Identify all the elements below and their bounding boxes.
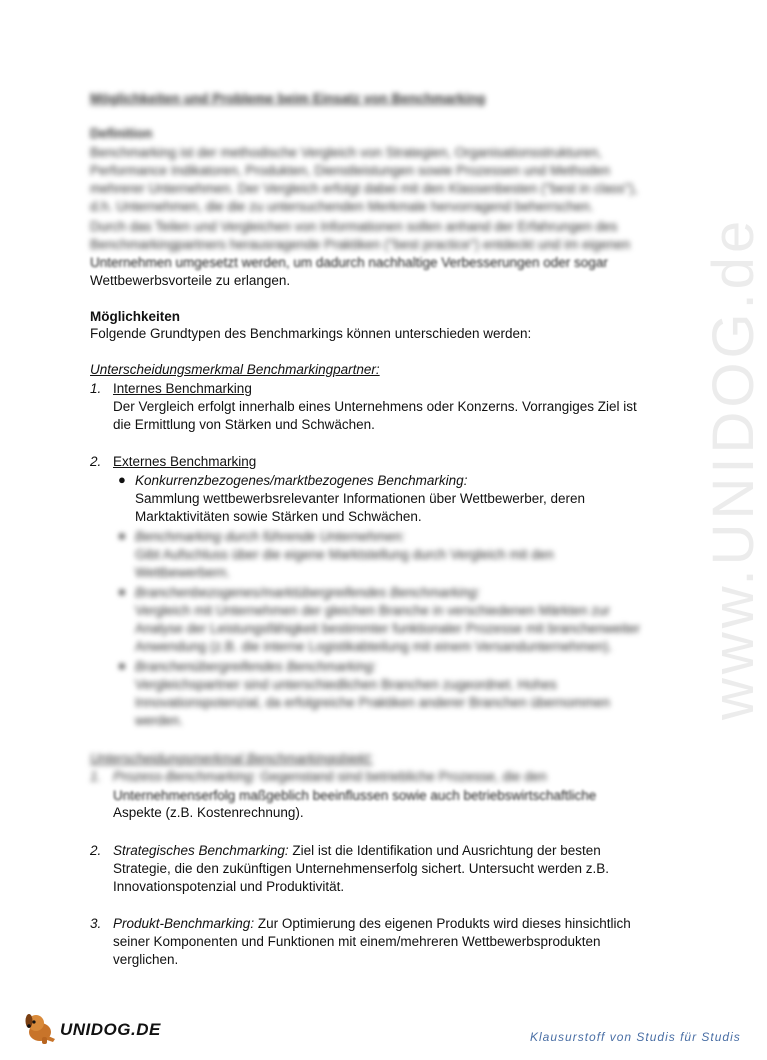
- definition-line: Benchmarkingpartners herausragende Praktiken ("best practice") entdeckt und im eigenen: [90, 237, 631, 252]
- strategic-benchmarking-line: [113, 842, 601, 860]
- bullet-icon: ●: [118, 528, 126, 543]
- external-benchmarking-title: Externes Benchmarking: [113, 454, 257, 469]
- dog-icon: [22, 1008, 62, 1048]
- list-number: 3.: [90, 916, 102, 931]
- internal-benchmarking-title: Internes Benchmarking: [113, 381, 252, 396]
- bullet-icon: ●: [118, 658, 126, 673]
- bullet-title: Branchenbezogenes/marktübergreifendes Benchmarking:: [135, 585, 481, 600]
- process-benchmarking-text: Aspekte (z.B. Kostenrechnung).: [113, 805, 304, 820]
- definition-heading: Definition: [90, 126, 153, 141]
- product-benchmarking-line: [113, 915, 631, 933]
- bullet-text: Innovationspotenzial, da erfolgreiche Praktiken anderer Branchen übernommen: [135, 695, 611, 710]
- bullet-icon: ●: [118, 584, 126, 599]
- document-title: Möglichkeiten und Probleme beim Einsatz von Benchmarking: [90, 91, 486, 106]
- bullet-text: werden.: [135, 713, 184, 728]
- definition-line: Durch das Teilen und Vergleichen von Informationen sollen anhand der Erfahrungen des: [90, 219, 618, 234]
- product-benchmarking-text: seiner Komponenten und Funktionen mit einem/mehreren Wettbewerbsprodukten: [113, 934, 601, 949]
- strategic-benchmarking-title: Strategisches Benchmarking:: [113, 843, 289, 858]
- partner-subheading: Unterscheidungsmerkmal Benchmarkingpartner:: [90, 362, 380, 377]
- bullet-text: Analyse der Leistungsfähigkeit bestimmter funktionaler Prozesse mit branchenweiter: [135, 621, 640, 636]
- moeglichkeiten-heading: Möglichkeiten: [90, 309, 181, 324]
- product-benchmarking-text: verglichen.: [113, 952, 179, 967]
- list-number: 2.: [90, 454, 102, 469]
- definition-line: mehrerer Unternehmen. Der Vergleich erfolgt dabei mit den Klassenbesten ("best in class"),: [90, 181, 638, 196]
- bullet-title: Konkurrenzbezogenes/marktbezogenes Benchmarking:: [135, 473, 468, 488]
- bullet-text: Vergleich mit Unternehmen der gleichen Branche in verschiedenen Märkten zur: [135, 603, 611, 618]
- bullet-text: Wettbewerbern.: [135, 565, 231, 580]
- strategic-benchmarking-text: Ziel ist die Identifikation und Ausrichtung der besten: [288, 843, 601, 858]
- unidog-logo: [22, 1008, 161, 1048]
- list-number: 1.: [90, 769, 102, 784]
- bullet-title: Branchenübergreifendes Benchmarking:: [135, 659, 377, 674]
- product-benchmarking-text: Zur Optimierung des eigenen Produkts wird dieses hinsichtlich: [254, 916, 631, 931]
- internal-benchmarking-text: die Ermittlung von Stärken und Schwächen.: [113, 417, 375, 432]
- process-benchmarking-text: Gegenstand sind betriebliche Prozesse, die den: [256, 769, 547, 784]
- bullet-text: Vergleichspartner sind unterschiedlichen Branchen zugeordnet. Hohes: [135, 677, 557, 692]
- bullet-text: Sammlung wettbewerbsrelevanter Informationen über Wettbewerber, deren: [135, 491, 585, 506]
- process-benchmarking-title: Prozess-Benchmarking:: [113, 769, 257, 784]
- product-benchmarking-title: Produkt-Benchmarking:: [113, 916, 255, 931]
- definition-line: Unternehmen umgesetzt werden, um dadurch nachhaltige Verbesserungen oder sogar: [90, 255, 608, 270]
- strategic-benchmarking-text: Innovationspotenzial und Produktivität.: [113, 879, 345, 894]
- definition-line: Performance Indikatoren, Produkten, Dienstleistungen sowie Prozessen und Methoden: [90, 163, 611, 178]
- definition-line: Wettbewerbsvorteile zu erlangen.: [90, 273, 291, 288]
- object-subheading: Unterscheidungsmerkmal Benchmarkingobjekt:: [90, 751, 373, 766]
- bullet-text: Anwendung (z.B. die interne Logistikabteilung mit einem Versandunternehmen).: [135, 639, 613, 654]
- list-number: 2.: [90, 843, 102, 858]
- footer-tagline: Klausurstoff von Studis für Studis: [530, 1030, 741, 1044]
- bullet-title: Benchmarking durch führende Unternehmen:: [135, 529, 406, 544]
- bullet-icon: ●: [118, 472, 126, 487]
- strategic-benchmarking-text: Strategie, die den zukünftigen Unternehmenserfolg sichert. Untersucht werden z.B.: [113, 861, 610, 876]
- bullet-text: Marktaktivitäten sowie Stärken und Schwächen.: [135, 509, 422, 524]
- process-benchmarking-text: Unternehmenserfolg maßgeblich beeinflussen sowie auch betriebswirtschaftliche: [113, 788, 597, 803]
- bullet-text: Gibt Aufschluss über die eigene Marktstellung durch Vergleich mit den: [135, 547, 554, 562]
- definition-line: d.h. Unternehmen, die die zu untersuchenden Merkmale hervorragend beherrschen.: [90, 199, 594, 214]
- moeglichkeiten-intro: Folgende Grundtypen des Benchmarkings können unterschieden werden:: [90, 326, 532, 341]
- list-number: 1.: [90, 381, 102, 396]
- watermark: www.UNIDOG.de: [701, 216, 766, 720]
- internal-benchmarking-text: Der Vergleich erfolgt innerhalb eines Unternehmens oder Konzerns. Vorrangiges Ziel ist: [113, 399, 637, 414]
- logo-text: UNIDOG.DE: [60, 1020, 161, 1039]
- process-benchmarking-line: [113, 768, 547, 786]
- definition-line: Benchmarking ist der methodische Vergleich von Strategien, Organisationsstrukturen,: [90, 145, 602, 160]
